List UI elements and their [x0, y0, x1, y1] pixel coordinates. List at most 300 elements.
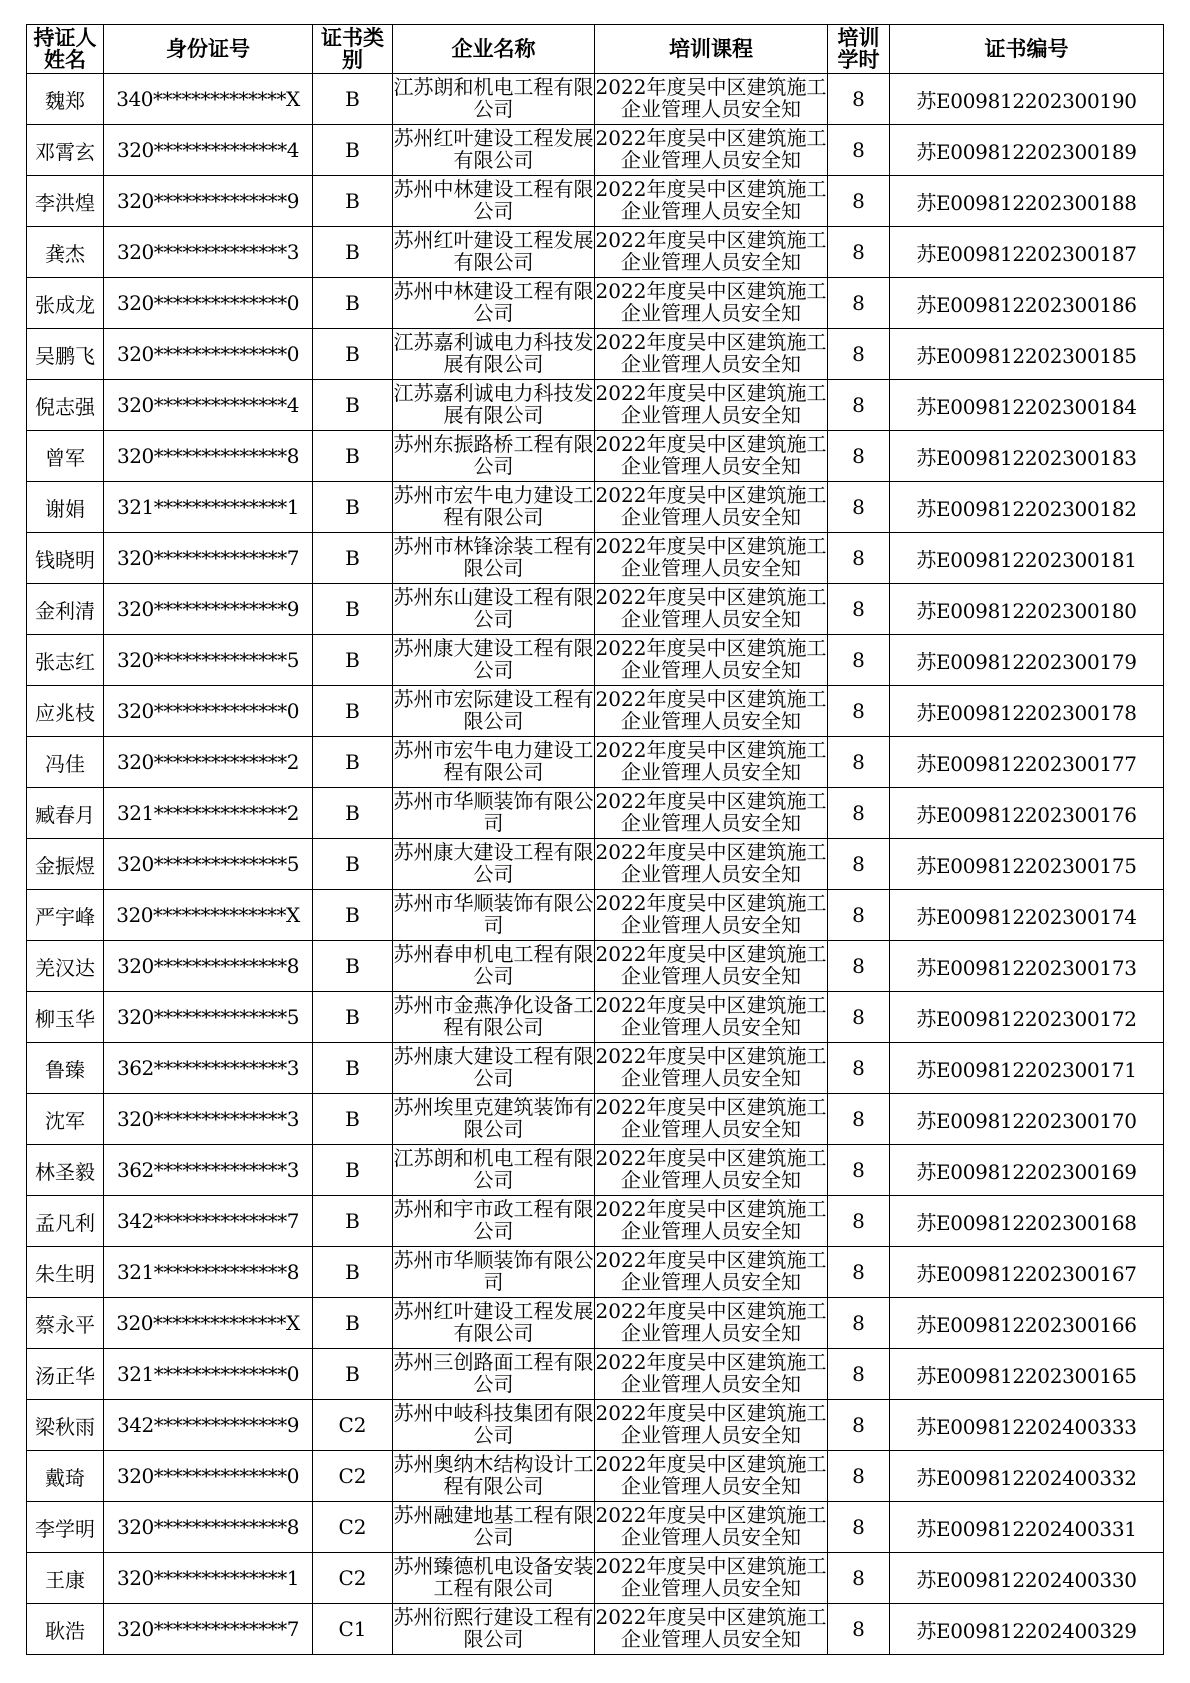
cell-cert: 苏E009812202300186	[890, 278, 1164, 329]
header-hours: 培训学时	[828, 25, 890, 74]
cell-company	[393, 992, 595, 1043]
cell-id: 342**************9	[104, 1400, 313, 1451]
cell-cert: 苏E009812202300190	[890, 74, 1164, 125]
cell-cert: 苏E009812202300174	[890, 890, 1164, 941]
cell-company-text: 苏州康大建设工程有限公司	[393, 1044, 594, 1090]
cell-course	[595, 788, 828, 839]
cell-company	[393, 737, 595, 788]
cell-name: 严宇峰	[27, 890, 104, 941]
cell-id: 320**************1	[104, 1553, 313, 1604]
cell-cert: 苏E009812202300173	[890, 941, 1164, 992]
cell-course-text: 2022年度吴中区建筑施工企业管理人员安全知	[595, 1197, 827, 1243]
table-row	[27, 839, 1164, 890]
cell-course-text: 2022年度吴中区建筑施工企业管理人员安全知	[595, 738, 827, 784]
cell-cert: 苏E009812202300165	[890, 1349, 1164, 1400]
cell-name: 林圣毅	[27, 1145, 104, 1196]
cell-type: B	[313, 737, 393, 788]
cell-hours: 8	[828, 1247, 890, 1298]
cell-company-text: 苏州红叶建设工程发展有限公司	[393, 228, 594, 274]
cell-id: 320**************4	[104, 380, 313, 431]
table-row	[27, 992, 1164, 1043]
table-row	[27, 533, 1164, 584]
cell-name: 张志红	[27, 635, 104, 686]
cell-name: 鲁臻	[27, 1043, 104, 1094]
cell-company-text: 苏州红叶建设工程发展有限公司	[393, 126, 594, 172]
cell-company-text: 苏州东振路桥工程有限公司	[393, 432, 594, 478]
cell-hours: 8	[828, 125, 890, 176]
cell-hours: 8	[828, 941, 890, 992]
cell-hours: 8	[828, 686, 890, 737]
cell-company	[393, 1604, 595, 1655]
cell-type: C2	[313, 1451, 393, 1502]
cell-type: B	[313, 1145, 393, 1196]
cell-id: 320**************5	[104, 839, 313, 890]
cell-hours: 8	[828, 1094, 890, 1145]
cell-hours: 8	[828, 584, 890, 635]
cell-hours: 8	[828, 635, 890, 686]
cell-type: B	[313, 329, 393, 380]
cell-cert: 苏E009812202300178	[890, 686, 1164, 737]
cell-course-text: 2022年度吴中区建筑施工企业管理人员安全知	[595, 534, 827, 580]
table-row	[27, 1553, 1164, 1604]
cell-type: B	[313, 686, 393, 737]
cell-company-text: 苏州市宏牛电力建设工程有限公司	[393, 483, 594, 529]
cell-cert: 苏E009812202300175	[890, 839, 1164, 890]
cell-hours: 8	[828, 1451, 890, 1502]
cell-company-text: 苏州春申机电工程有限公司	[393, 942, 594, 988]
cell-course-text: 2022年度吴中区建筑施工企业管理人员安全知	[595, 636, 827, 682]
cell-name: 应兆枝	[27, 686, 104, 737]
cell-course-text: 2022年度吴中区建筑施工企业管理人员安全知	[595, 279, 827, 325]
cell-company	[393, 1145, 595, 1196]
cell-name: 蔡永平	[27, 1298, 104, 1349]
cell-id: 320**************9	[104, 176, 313, 227]
cell-hours: 8	[828, 1604, 890, 1655]
cell-cert: 苏E009812202300187	[890, 227, 1164, 278]
cell-course	[595, 839, 828, 890]
cell-type: B	[313, 839, 393, 890]
cell-company	[393, 941, 595, 992]
cell-company-text: 苏州衍熙行建设工程有限公司	[393, 1605, 594, 1651]
cell-name: 沈军	[27, 1094, 104, 1145]
cell-name: 吴鹏飞	[27, 329, 104, 380]
table-row	[27, 890, 1164, 941]
cell-company	[393, 1400, 595, 1451]
cell-company	[393, 635, 595, 686]
cell-course	[595, 635, 828, 686]
cell-company-text: 苏州和宇市政工程有限公司	[393, 1197, 594, 1243]
cell-hours: 8	[828, 533, 890, 584]
cell-course	[595, 584, 828, 635]
cell-company-text: 苏州融建地基工程有限公司	[393, 1503, 594, 1549]
cell-type: B	[313, 941, 393, 992]
cell-course	[595, 1145, 828, 1196]
cell-hours: 8	[828, 1196, 890, 1247]
cell-course	[595, 992, 828, 1043]
header-name: 持证人姓名	[27, 25, 104, 74]
cell-id: 320**************8	[104, 941, 313, 992]
cell-name: 臧春月	[27, 788, 104, 839]
table-row	[27, 1196, 1164, 1247]
cell-name: 耿浩	[27, 1604, 104, 1655]
cell-course-text: 2022年度吴中区建筑施工企业管理人员安全知	[595, 1605, 827, 1651]
cell-cert: 苏E009812202300182	[890, 482, 1164, 533]
cell-name: 羌汉达	[27, 941, 104, 992]
cell-name: 梁秋雨	[27, 1400, 104, 1451]
cell-hours: 8	[828, 992, 890, 1043]
cell-id: 320**************X	[104, 1298, 313, 1349]
cell-course	[595, 1604, 828, 1655]
cell-cert: 苏E009812202300172	[890, 992, 1164, 1043]
cell-cert: 苏E009812202400329	[890, 1604, 1164, 1655]
cell-type: B	[313, 482, 393, 533]
cell-course	[595, 380, 828, 431]
cell-course-text: 2022年度吴中区建筑施工企业管理人员安全知	[595, 483, 827, 529]
cell-type: C2	[313, 1553, 393, 1604]
header-cert: 证书编号	[890, 25, 1164, 74]
cell-type: B	[313, 635, 393, 686]
cell-course	[595, 431, 828, 482]
cell-name: 金利清	[27, 584, 104, 635]
cell-type: C2	[313, 1400, 393, 1451]
cell-company-text: 苏州三创路面工程有限公司	[393, 1350, 594, 1396]
cell-cert: 苏E009812202400331	[890, 1502, 1164, 1553]
cell-hours: 8	[828, 380, 890, 431]
table-row	[27, 1094, 1164, 1145]
cell-company-text: 苏州东山建设工程有限公司	[393, 585, 594, 631]
cell-type: B	[313, 1298, 393, 1349]
cell-hours: 8	[828, 1298, 890, 1349]
cell-type: B	[313, 788, 393, 839]
table-row	[27, 686, 1164, 737]
cell-course-text: 2022年度吴中区建筑施工企业管理人员安全知	[595, 1146, 827, 1192]
cell-company-text: 苏州康大建设工程有限公司	[393, 840, 594, 886]
cell-hours: 8	[828, 737, 890, 788]
cell-company	[393, 1247, 595, 1298]
cell-company-text: 苏州市林锋涂装工程有限公司	[393, 534, 594, 580]
cell-id: 320**************0	[104, 278, 313, 329]
cell-company	[393, 176, 595, 227]
table-row	[27, 1145, 1164, 1196]
cell-id: 340**************X	[104, 74, 313, 125]
cell-company-text: 江苏朗和机电工程有限公司	[393, 75, 594, 121]
cell-type: B	[313, 176, 393, 227]
cell-course	[595, 329, 828, 380]
header-course: 培训课程	[595, 25, 828, 74]
cell-company-text: 苏州市华顺装饰有限公司	[393, 891, 594, 937]
cell-course	[595, 533, 828, 584]
cell-id: 320**************X	[104, 890, 313, 941]
cell-course	[595, 176, 828, 227]
table-row	[27, 74, 1164, 125]
cell-company-text: 苏州臻德机电设备安装工程有限公司	[393, 1554, 594, 1600]
cell-cert: 苏E009812202300168	[890, 1196, 1164, 1247]
cell-course	[595, 1451, 828, 1502]
cell-course-text: 2022年度吴中区建筑施工企业管理人员安全知	[595, 177, 827, 223]
cell-course-text: 2022年度吴中区建筑施工企业管理人员安全知	[595, 330, 827, 376]
cell-hours: 8	[828, 176, 890, 227]
cell-company	[393, 1553, 595, 1604]
table-row	[27, 584, 1164, 635]
cell-name: 曾军	[27, 431, 104, 482]
cell-type: B	[313, 1349, 393, 1400]
cell-company-text: 江苏嘉利诚电力科技发展有限公司	[393, 330, 594, 376]
cell-cert: 苏E009812202300170	[890, 1094, 1164, 1145]
cell-course-text: 2022年度吴中区建筑施工企业管理人员安全知	[595, 1044, 827, 1090]
cell-company-text: 苏州埃里克建筑装饰有限公司	[393, 1095, 594, 1141]
cell-hours: 8	[828, 431, 890, 482]
cell-course-text: 2022年度吴中区建筑施工企业管理人员安全知	[595, 687, 827, 733]
table-row	[27, 788, 1164, 839]
cell-type: B	[313, 890, 393, 941]
cell-cert: 苏E009812202300188	[890, 176, 1164, 227]
cell-type: B	[313, 533, 393, 584]
cell-type: B	[313, 227, 393, 278]
cell-company-text: 苏州红叶建设工程发展有限公司	[393, 1299, 594, 1345]
cell-id: 320**************3	[104, 1094, 313, 1145]
cell-course-text: 2022年度吴中区建筑施工企业管理人员安全知	[595, 891, 827, 937]
cell-course-text: 2022年度吴中区建筑施工企业管理人员安全知	[595, 432, 827, 478]
cell-id: 362**************3	[104, 1043, 313, 1094]
cell-name: 柳玉华	[27, 992, 104, 1043]
cell-company-text: 苏州中林建设工程有限公司	[393, 177, 594, 223]
cell-cert: 苏E009812202300171	[890, 1043, 1164, 1094]
cell-course	[595, 278, 828, 329]
table-row	[27, 278, 1164, 329]
cell-type: C1	[313, 1604, 393, 1655]
cell-cert: 苏E009812202300183	[890, 431, 1164, 482]
table-row	[27, 1604, 1164, 1655]
cell-id: 320**************3	[104, 227, 313, 278]
cell-course-text: 2022年度吴中区建筑施工企业管理人员安全知	[595, 942, 827, 988]
cell-course-text: 2022年度吴中区建筑施工企业管理人员安全知	[595, 993, 827, 1039]
cell-type: B	[313, 992, 393, 1043]
cell-id: 321**************1	[104, 482, 313, 533]
cell-cert: 苏E009812202300167	[890, 1247, 1164, 1298]
cell-hours: 8	[828, 278, 890, 329]
cell-course-text: 2022年度吴中区建筑施工企业管理人员安全知	[595, 1095, 827, 1141]
cell-company-text: 苏州中岐科技集团有限公司	[393, 1401, 594, 1447]
header-company: 企业名称	[393, 25, 595, 74]
cell-company-text: 苏州市金燕净化设备工程有限公司	[393, 993, 594, 1039]
cell-cert: 苏E009812202300177	[890, 737, 1164, 788]
cell-name: 龚杰	[27, 227, 104, 278]
cell-course-text: 2022年度吴中区建筑施工企业管理人员安全知	[595, 381, 827, 427]
cell-hours: 8	[828, 890, 890, 941]
table-row	[27, 1400, 1164, 1451]
cell-name: 张成龙	[27, 278, 104, 329]
table-row	[27, 635, 1164, 686]
cell-company-text: 苏州康大建设工程有限公司	[393, 636, 594, 682]
cell-course	[595, 1553, 828, 1604]
cell-course-text: 2022年度吴中区建筑施工企业管理人员安全知	[595, 840, 827, 886]
cell-cert: 苏E009812202300181	[890, 533, 1164, 584]
cell-course	[595, 1400, 828, 1451]
table-row	[27, 1349, 1164, 1400]
cell-course-text: 2022年度吴中区建筑施工企业管理人员安全知	[595, 1554, 827, 1600]
cell-company	[393, 890, 595, 941]
cell-company	[393, 584, 595, 635]
cell-hours: 8	[828, 74, 890, 125]
cell-name: 戴琦	[27, 1451, 104, 1502]
table-row	[27, 1298, 1164, 1349]
table-row	[27, 380, 1164, 431]
cell-course-text: 2022年度吴中区建筑施工企业管理人员安全知	[595, 1248, 827, 1294]
cell-hours: 8	[828, 1400, 890, 1451]
cell-cert: 苏E009812202300180	[890, 584, 1164, 635]
cell-name: 邓霄玄	[27, 125, 104, 176]
cell-id: 320**************5	[104, 992, 313, 1043]
table-row	[27, 329, 1164, 380]
cell-name: 朱生明	[27, 1247, 104, 1298]
cell-course	[595, 482, 828, 533]
cell-course-text: 2022年度吴中区建筑施工企业管理人员安全知	[595, 1401, 827, 1447]
cell-type: B	[313, 1094, 393, 1145]
cell-company	[393, 227, 595, 278]
cell-company	[393, 380, 595, 431]
cell-course	[595, 1502, 828, 1553]
cell-hours: 8	[828, 1502, 890, 1553]
cell-company	[393, 1094, 595, 1145]
cell-name: 王康	[27, 1553, 104, 1604]
cell-company	[393, 533, 595, 584]
header-type: 证书类别	[313, 25, 393, 74]
cell-cert: 苏E009812202300189	[890, 125, 1164, 176]
cell-company	[393, 1349, 595, 1400]
cell-name: 谢娟	[27, 482, 104, 533]
cell-cert: 苏E009812202300176	[890, 788, 1164, 839]
cell-id: 320**************4	[104, 125, 313, 176]
table-row	[27, 482, 1164, 533]
cell-company	[393, 1043, 595, 1094]
cell-course-text: 2022年度吴中区建筑施工企业管理人员安全知	[595, 75, 827, 121]
cell-hours: 8	[828, 1553, 890, 1604]
cell-type: B	[313, 1247, 393, 1298]
cell-name: 李洪煌	[27, 176, 104, 227]
cell-type: C2	[313, 1502, 393, 1553]
cell-course	[595, 227, 828, 278]
cell-id: 321**************0	[104, 1349, 313, 1400]
cell-type: B	[313, 1196, 393, 1247]
cell-type: B	[313, 74, 393, 125]
cell-name: 汤正华	[27, 1349, 104, 1400]
cell-id: 320**************0	[104, 329, 313, 380]
cell-course	[595, 125, 828, 176]
cell-course-text: 2022年度吴中区建筑施工企业管理人员安全知	[595, 1350, 827, 1396]
cell-name: 钱晓明	[27, 533, 104, 584]
cell-cert: 苏E009812202300185	[890, 329, 1164, 380]
cell-company	[393, 839, 595, 890]
header-id: 身份证号	[104, 25, 313, 74]
cell-course	[595, 1043, 828, 1094]
cell-course-text: 2022年度吴中区建筑施工企业管理人员安全知	[595, 789, 827, 835]
cell-type: B	[313, 584, 393, 635]
cell-company	[393, 1451, 595, 1502]
cell-cert: 苏E009812202300184	[890, 380, 1164, 431]
cell-course	[595, 1196, 828, 1247]
cell-company-text: 苏州市宏牛电力建设工程有限公司	[393, 738, 594, 784]
cell-company-text: 江苏嘉利诚电力科技发展有限公司	[393, 381, 594, 427]
cell-id: 320**************9	[104, 584, 313, 635]
table-row	[27, 941, 1164, 992]
cell-cert: 苏E009812202300179	[890, 635, 1164, 686]
cell-id: 320**************5	[104, 635, 313, 686]
cell-cert: 苏E009812202300169	[890, 1145, 1164, 1196]
cell-company	[393, 482, 595, 533]
cell-course-text: 2022年度吴中区建筑施工企业管理人员安全知	[595, 1299, 827, 1345]
cell-id: 320**************8	[104, 431, 313, 482]
cell-hours: 8	[828, 227, 890, 278]
cell-type: B	[313, 380, 393, 431]
cell-company-text: 江苏朗和机电工程有限公司	[393, 1146, 594, 1192]
cell-hours: 8	[828, 788, 890, 839]
cell-company	[393, 1298, 595, 1349]
table-row	[27, 1502, 1164, 1553]
cell-company	[393, 788, 595, 839]
cell-course	[595, 1349, 828, 1400]
table-row	[27, 125, 1164, 176]
cell-course-text: 2022年度吴中区建筑施工企业管理人员安全知	[595, 1503, 827, 1549]
cell-name: 孟凡利	[27, 1196, 104, 1247]
cell-id: 320**************8	[104, 1502, 313, 1553]
cell-id: 320**************7	[104, 1604, 313, 1655]
certificate-table	[26, 24, 1164, 1655]
cell-id: 320**************7	[104, 533, 313, 584]
cell-company-text: 苏州市宏际建设工程有限公司	[393, 687, 594, 733]
cell-course	[595, 686, 828, 737]
cell-company	[393, 125, 595, 176]
cell-company	[393, 329, 595, 380]
cell-course	[595, 74, 828, 125]
cell-course	[595, 1298, 828, 1349]
cell-course	[595, 890, 828, 941]
cell-course-text: 2022年度吴中区建筑施工企业管理人员安全知	[595, 585, 827, 631]
cell-hours: 8	[828, 1043, 890, 1094]
cell-course	[595, 941, 828, 992]
table-row	[27, 1043, 1164, 1094]
cell-type: B	[313, 431, 393, 482]
cell-course	[595, 737, 828, 788]
cell-id: 320**************0	[104, 1451, 313, 1502]
cell-id: 321**************2	[104, 788, 313, 839]
cell-cert: 苏E009812202400333	[890, 1400, 1164, 1451]
cell-course-text: 2022年度吴中区建筑施工企业管理人员安全知	[595, 1452, 827, 1498]
cell-company	[393, 431, 595, 482]
cell-id: 321**************8	[104, 1247, 313, 1298]
cell-name: 冯佳	[27, 737, 104, 788]
cell-id: 320**************2	[104, 737, 313, 788]
table-row	[27, 227, 1164, 278]
cell-hours: 8	[828, 839, 890, 890]
cell-id: 342**************7	[104, 1196, 313, 1247]
cell-hours: 8	[828, 329, 890, 380]
cell-name: 李学明	[27, 1502, 104, 1553]
cell-cert: 苏E009812202300166	[890, 1298, 1164, 1349]
cell-type: B	[313, 125, 393, 176]
cell-course-text: 2022年度吴中区建筑施工企业管理人员安全知	[595, 228, 827, 274]
table-row	[27, 431, 1164, 482]
cell-company-text: 苏州市华顺装饰有限公司	[393, 1248, 594, 1294]
cell-company	[393, 1502, 595, 1553]
cell-id: 362**************3	[104, 1145, 313, 1196]
cell-company	[393, 686, 595, 737]
cell-company-text: 苏州市华顺装饰有限公司	[393, 789, 594, 835]
cell-type: B	[313, 278, 393, 329]
table-row	[27, 1451, 1164, 1502]
cell-cert: 苏E009812202400330	[890, 1553, 1164, 1604]
cell-name: 倪志强	[27, 380, 104, 431]
table-row	[27, 176, 1164, 227]
